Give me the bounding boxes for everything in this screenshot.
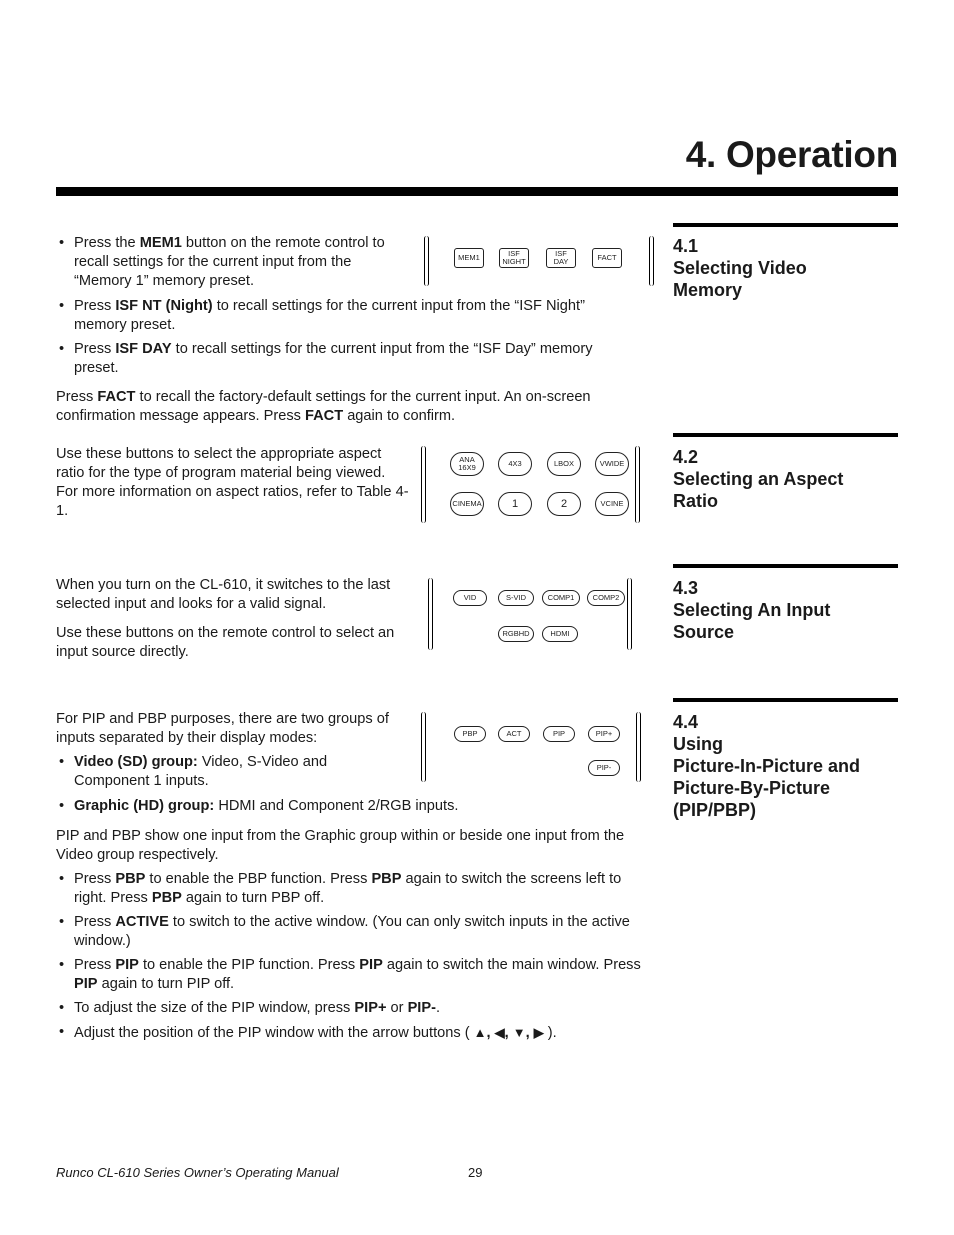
remote-memory-buttons	[424, 236, 654, 286]
section-title-line: Picture-In-Picture and	[673, 756, 861, 776]
list-item: • Press PBP to enable the PBP function. Press PBP again to switch the screens left to right. Press PBP again to turn PBP off.	[56, 870, 656, 908]
section-4-1-bullets-b	[56, 297, 636, 383]
hdmi-button[interactable]: HDMI	[542, 626, 578, 642]
section-title-line: (PIP/PBP)	[673, 800, 757, 820]
section-heading-4-3	[673, 577, 903, 643]
section-4-1-paragraph: Press FACT to recall the factory-default settings for the current input. An on-screen confirmation message appears. Press FACT again to confirm.	[56, 389, 591, 424]
list-item: • Adjust the position of the PIP window with the arrow buttons ( ▲, ◀, ▼, ▶ ).	[56, 1023, 656, 1043]
act-button[interactable]: ACT	[498, 726, 530, 742]
list-item: • Press PIP to enable the PIP function. Press PIP again to switch the main window. Press PIP again to turn PIP off.	[56, 956, 656, 994]
section-heading-4-1	[673, 235, 903, 301]
section-rule	[673, 564, 898, 568]
section-4-4-intro: For PIP and PBP purposes, there are two groups of inputs separated by their display modes:	[56, 711, 389, 746]
section-rule	[673, 223, 898, 227]
section-title-line: Selecting An Input	[673, 600, 831, 620]
list-item: • Press the MEM1 button on the remote control to recall settings for the current input from the “Memory 1” memory preset.	[56, 234, 406, 291]
s-vid-button[interactable]: S-VID	[498, 590, 534, 606]
section-title-line: Memory	[673, 280, 743, 300]
list-item: • Press ISF DAY to recall settings for the current input from the “ISF Day” memory preset.	[56, 340, 636, 378]
section-number: 4.3	[673, 578, 699, 598]
remote-edge	[421, 712, 426, 782]
remote-edge	[421, 446, 426, 523]
pip-button[interactable]: PIP	[543, 726, 575, 742]
down-arrow-icon: ▼	[512, 1025, 526, 1040]
section-number: 4.2	[673, 447, 699, 467]
comp1-button[interactable]: COMP1	[542, 590, 580, 606]
section-rule	[673, 433, 898, 437]
remote-edge	[636, 712, 641, 782]
remote-edge	[627, 578, 632, 650]
ana-16x9-button[interactable]: ANA 16X9	[450, 452, 484, 476]
section-4-2-paragraph: Use these buttons to select the appropriate aspect ratio for the type of program material being viewed. For more information on aspect ratios, refer to Table 4-1.	[56, 446, 409, 519]
section-4-4-group-1	[56, 753, 396, 796]
section-number: 4.1	[673, 236, 699, 256]
section-title-line: Selecting an Aspect	[673, 469, 844, 489]
section-4-1-bullets-a	[56, 234, 406, 296]
section-title-line: Ratio	[673, 491, 718, 511]
fact-button[interactable]: FACT	[592, 248, 622, 268]
list-item: • Press ACTIVE to switch to the active window. (You can only switch inputs in the active window.)	[56, 913, 656, 951]
section-4-3-paragraph-1: When you turn on the CL-610, it switches to the last selected input and looks for a valid signal.	[56, 577, 391, 612]
comp2-button[interactable]: COMP2	[587, 590, 625, 606]
section-title-line: Selecting Video	[673, 258, 807, 278]
remote-input-buttons	[428, 578, 632, 650]
pbp-button[interactable]: PBP	[454, 726, 486, 742]
remote-edge	[428, 578, 433, 650]
footer-manual-title: Runco CL-610 Series Owner’s Operating Manual	[56, 1165, 339, 1180]
up-arrow-icon: ▲	[473, 1025, 487, 1040]
remote-edge	[635, 446, 640, 523]
left-arrow-icon: ◀	[494, 1025, 505, 1040]
section-rule	[673, 698, 898, 702]
chapter-title: 4. Operation	[685, 134, 898, 175]
remote-aspect-buttons	[421, 446, 640, 523]
lbox-button[interactable]: LBOX	[547, 452, 581, 476]
chapter-rule	[56, 187, 898, 196]
section-4-4-paragraph: PIP and PBP show one input from the Graphic group within or beside one input from the Video group respectively.	[56, 828, 625, 863]
list-item: • Video (SD) group: Video, S-Video and Component 1 inputs.	[56, 753, 396, 791]
list-item: • Press ISF NT (Night) to recall settings for the current input from the “ISF Night” memory preset.	[56, 297, 636, 335]
mem1-button[interactable]: MEM1	[454, 248, 484, 268]
right-arrow-icon: ▶	[533, 1025, 544, 1040]
vid-button[interactable]: VID	[453, 590, 487, 606]
remote-pip-buttons	[421, 712, 641, 782]
section-title-line: Using	[673, 734, 724, 754]
section-number: 4.4	[673, 712, 699, 732]
section-4-4-bullets	[56, 870, 656, 1048]
isf-day-button[interactable]: ISF DAY	[546, 248, 576, 268]
remote-edge	[649, 236, 654, 286]
list-item: • Graphic (HD) group: HDMI and Component 2/RGB inputs.	[56, 797, 556, 816]
section-title-line: Source	[673, 622, 735, 642]
isf-night-button[interactable]: ISF NIGHT	[499, 248, 529, 268]
section-heading-4-4	[673, 711, 903, 821]
pip-minus-button[interactable]: PIP-	[588, 760, 620, 776]
pip-plus-button[interactable]: PIP+	[588, 726, 620, 742]
remote-edge	[424, 236, 429, 286]
vcine-button[interactable]: VCINE	[595, 492, 629, 516]
section-4-3-paragraph-2: Use these buttons on the remote control to select an input source directly.	[56, 625, 395, 660]
section-4-4-group-2	[56, 797, 556, 821]
section-heading-4-2	[673, 446, 903, 512]
number-2-button[interactable]: 2	[547, 492, 581, 516]
vwide-button[interactable]: VWIDE	[595, 452, 629, 476]
section-title-line: Picture-By-Picture	[673, 778, 831, 798]
footer-page-number: 29	[468, 1165, 483, 1180]
number-1-button[interactable]: 1	[498, 492, 532, 516]
list-item: • To adjust the size of the PIP window, press PIP+ or PIP-.	[56, 999, 656, 1018]
4x3-button[interactable]: 4X3	[498, 452, 532, 476]
cinema-button[interactable]: CINEMA	[450, 492, 484, 516]
rgbhd-button[interactable]: RGBHD	[498, 626, 534, 642]
